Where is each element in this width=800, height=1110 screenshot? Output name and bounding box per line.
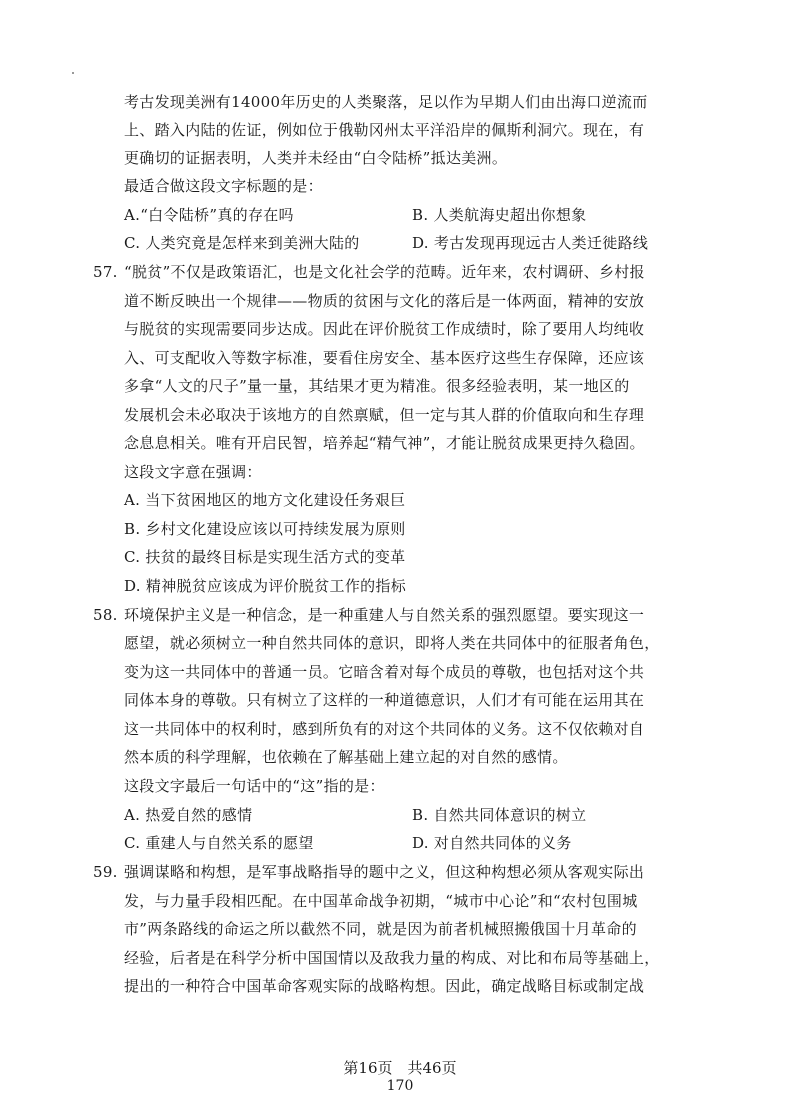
paragraph-line: 强调谋略和构想，是军事战略指导的题中之义，但这种构想必须从客观实际出 — [124, 863, 645, 881]
paragraph-line: 市”两条路线的命运之所以截然不同，就是因为前者机械照搬俄国十月革命的 — [124, 920, 637, 938]
paragraph-line: 变为这一共同体中的普通一员。它暗含着对每个成员的尊敬，也包括对这个共 — [124, 663, 645, 681]
page-number: 170 — [386, 1078, 414, 1094]
question-prompt: 这段文字最后一句话中的“这”指的是： — [124, 777, 385, 795]
paragraph-line: 发，与力量手段相匹配。在中国革命战争初期，“城市中心论”和“农村包围城 — [124, 892, 638, 910]
paragraph-line: 环境保护主义是一种信念，是一种重建人与自然关系的强烈愿望。要实现这一 — [124, 606, 645, 624]
paragraph-line: 发展机会未必取决于该地方的自然禀赋，但一定与其人群的价值取向和生存理 — [124, 406, 645, 424]
paragraph-line: 愿望，就必须树立一种自然共同体的意识，即将人类在共同体中的征服者角色， — [124, 634, 660, 652]
option-c: C. 人类究竟是怎样来到美洲大陆的 — [124, 234, 360, 252]
option-d: D. 精神脱贫应该成为评价脱贫工作的指标 — [124, 577, 407, 595]
paragraph-line: 提出的一种符合中国革命客观实际的战略构想。因此，确定战略目标或制定战 — [124, 977, 645, 995]
paragraph-line: 入、可支配收入等数字标准，要看住房安全、基本医疗这些生存保障，还应该 — [124, 349, 645, 367]
option-b: B. 自然共同体意识的树立 — [412, 806, 587, 824]
option-b: B. 乡村文化建设应该以可持续发展为原则 — [124, 520, 406, 538]
option-b: B. 人类航海史超出你想象 — [412, 206, 587, 224]
paragraph-line: 经验，后者是在科学分析中国国情以及敌我力量的构成、对比和布局等基础上， — [124, 949, 660, 967]
paragraph-line: 更确切的证据表明，人类并未经由“白令陆桥”抵达美洲。 — [124, 149, 508, 167]
option-a: A. 热爱自然的感情 — [124, 806, 253, 824]
paragraph-line: 多拿“人文的尺子”量一量，其结果才更为精准。很多经验表明，某一地区的 — [124, 377, 630, 395]
option-a: A.“白令陆桥”真的存在吗 — [124, 206, 294, 224]
option-c: C. 重建人与自然关系的愿望 — [124, 834, 314, 852]
question-number: 58. — [93, 606, 118, 624]
question-number: 57. — [93, 263, 118, 281]
option-d: D. 对自然共同体的义务 — [412, 834, 572, 852]
paragraph-line: 念息息相关。唯有开启民智，培养起“精气神”，才能让脱贫成果更持久稳固。 — [124, 434, 645, 452]
paragraph-line: “脱贫”不仅是政策语汇，也是文化社会学的范畴。近年来，农村调研、乡村报 — [124, 263, 645, 281]
paragraph-line: 这一共同体中的权利时，感到所负有的对这个共同体的义务。这不仅依赖对自 — [124, 720, 645, 738]
paragraph-line: 与脱贫的实现需要同步达成。因此在评价脱贫工作成绩时，除了要用人均纯收 — [124, 320, 645, 338]
paragraph-line: 考古发现美洲有14000年历史的人类聚落，足以作为早期人们由出海口逆流而 — [124, 93, 648, 111]
option-a: A. 当下贫困地区的地方文化建设任务艰巨 — [124, 491, 406, 509]
option-d: D. 考古发现再现远古人类迁徙路线 — [412, 234, 649, 252]
question-number: 59. — [93, 863, 118, 881]
question-prompt: 最适合做这段文字标题的是： — [124, 177, 323, 195]
paragraph-line: 道不断反映出一个规律——物质的贫困与文化的落后是一体两面，精神的安放 — [124, 292, 645, 310]
paragraph-line: 然本质的科学理解，也依赖在了解基础上建立起的对自然的感情。 — [124, 748, 568, 766]
scan-speck — [72, 72, 74, 74]
question-prompt: 这段文字意在强调： — [124, 463, 262, 481]
paragraph-line: 同体本身的尊敬。只有树立了这样的一种道德意识，人们才有可能在运用其在 — [124, 691, 645, 709]
page-indicator: 第16页 共46页 — [343, 1059, 457, 1077]
paragraph-line: 上、踏入内陆的佐证，例如位于俄勒冈州太平洋沿岸的佩斯利洞穴。现在，有 — [124, 121, 645, 139]
option-c: C. 扶贫的最终目标是实现生活方式的变革 — [124, 548, 406, 566]
